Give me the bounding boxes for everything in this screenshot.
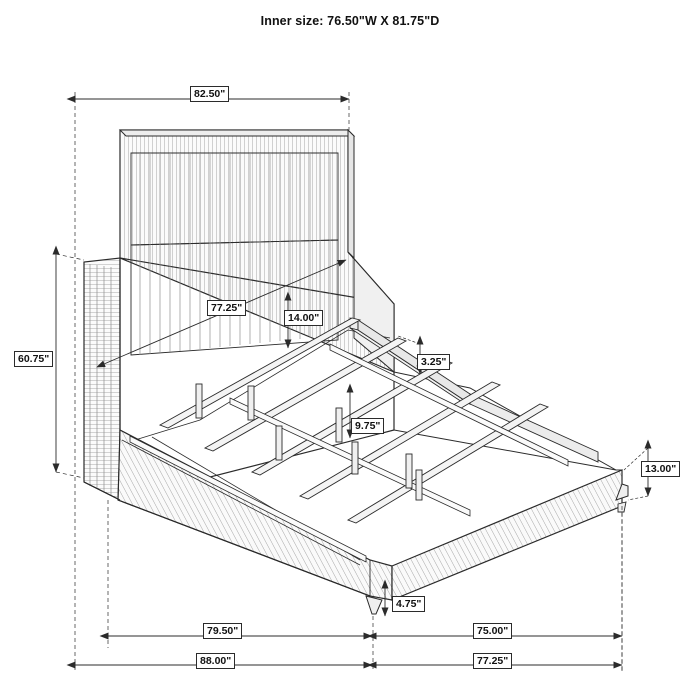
dim-label-60-75: 60.75" [14,351,53,367]
dim-label-75-00: 75.00" [473,623,512,639]
dim-label-82-50: 82.50" [190,86,229,102]
dim-label-14-00: 14.00" [284,310,323,326]
dim-label-77-25-inner: 77.25" [207,300,246,316]
bed-frame-rails [118,318,622,600]
dim-label-77-25-outer: 77.25" [473,653,512,669]
page-title: Inner size: 76.50"W X 81.75"D [260,14,440,28]
dim-label-88-00: 88.00" [196,653,235,669]
dim-label-13-00: 13.00" [641,461,680,477]
dim-label-3-25: 3.25" [417,354,450,370]
dim-label-4-75: 4.75" [392,596,425,612]
dim-label-79-50: 79.50" [203,623,242,639]
dim-label-9-75: 9.75" [351,418,384,434]
